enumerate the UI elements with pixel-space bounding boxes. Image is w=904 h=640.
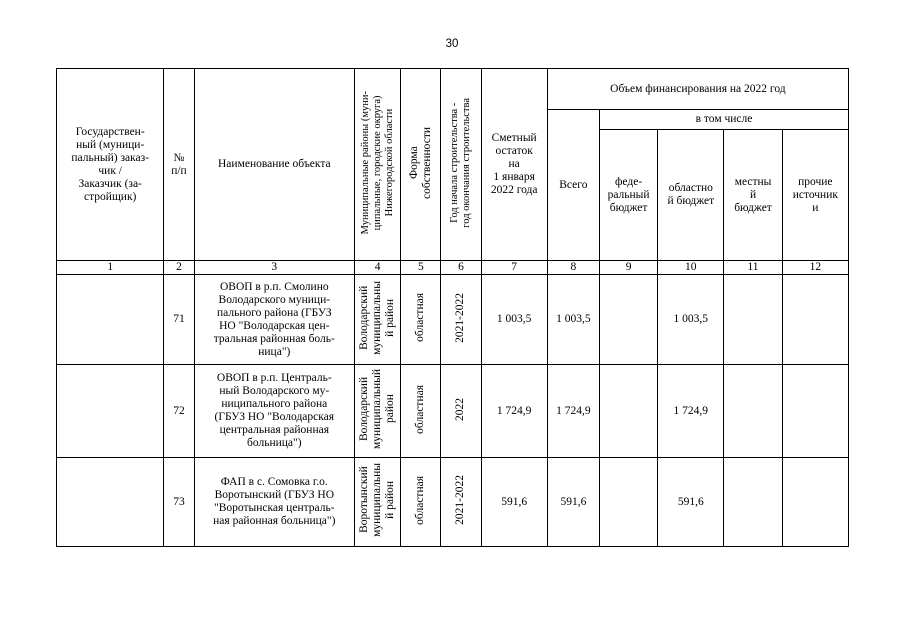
header-estimated-balance: Сметный остаток на 1 января 2022 года [481, 69, 547, 261]
row-district: Володарский муниципальны й район [355, 275, 401, 365]
row-estimated-balance: 591,6 [481, 458, 547, 547]
row-total: 591,6 [547, 458, 599, 547]
row-district: Володарский муниципальный район [355, 365, 401, 458]
table-row [57, 458, 849, 547]
header-regional: областно й бюджет [658, 130, 724, 261]
header-object-name: Наименование объекта [194, 69, 355, 261]
row-object-name: ФАП в с. Сомовка г.о. Воротынский (ГБУЗ НО "Воротынская централь- ная районная больница") [194, 458, 355, 547]
table-row [57, 275, 849, 365]
header-customer: Государствен- ный (муници- пальный) заказ- чик / Заказчик (за- стройщик) [57, 69, 164, 261]
row-regional: 1 003,5 [658, 275, 724, 365]
row-regional: 1 724,9 [658, 365, 724, 458]
header-total: Всего [547, 110, 599, 261]
column-number: 10 [658, 261, 724, 275]
row-object-name: ОВОП в р.п. Централь- ный Володарского му- ниципального района (ГБУЗ НО "Володарская центральная районная больница") [194, 365, 355, 458]
row-federal [599, 458, 657, 547]
table-row [57, 365, 849, 458]
column-number: 8 [547, 261, 599, 275]
header-federal: феде- ральный бюджет [599, 130, 657, 261]
row-customer [57, 275, 164, 365]
row-estimated-balance: 1 003,5 [481, 275, 547, 365]
row-total: 1 724,9 [547, 365, 599, 458]
row-years: 2021-2022 [441, 275, 481, 365]
row-ownership: областная [401, 458, 441, 547]
row-local [724, 458, 782, 547]
column-number: 12 [782, 261, 848, 275]
header-other: прочие источник и [782, 130, 848, 261]
row-object-name: ОВОП в р.п. Смолино Володарского муници- пального района (ГБУЗ НО "Володарская цен- тральная районная боль- ница") [194, 275, 355, 365]
column-number: 1 [57, 261, 164, 275]
header-local: местны й бюджет [724, 130, 782, 261]
header-ownership: Форма собственности [401, 69, 441, 261]
row-district: Воротынский муниципальны й район [355, 458, 401, 547]
row-federal [599, 365, 657, 458]
header-municipal-districts: Муниципальные районы (муни- ципальные, городские округа) Нижегородской области [355, 69, 401, 261]
row-number: 72 [164, 365, 194, 458]
row-total: 1 003,5 [547, 275, 599, 365]
column-number: 7 [481, 261, 547, 275]
column-number: 5 [401, 261, 441, 275]
row-number: 73 [164, 458, 194, 547]
column-number: 3 [194, 261, 355, 275]
page-number: 30 [445, 38, 459, 50]
row-federal [599, 275, 657, 365]
column-number: 4 [355, 261, 401, 275]
financing-table [56, 68, 849, 547]
row-years: 2021-2022 [441, 458, 481, 547]
column-number: 11 [724, 261, 782, 275]
row-ownership: областная [401, 275, 441, 365]
header-number: № п/п [164, 69, 194, 261]
row-regional: 591,6 [658, 458, 724, 547]
header-including: в том числе [599, 110, 848, 130]
row-other [782, 365, 848, 458]
header-financing: Объем финансирования на 2022 год [547, 69, 848, 110]
row-local [724, 275, 782, 365]
header-years: Год начала строительства - год окончания строительства [441, 69, 481, 261]
row-years: 2022 [441, 365, 481, 458]
column-numbers-row [57, 261, 849, 275]
row-number: 71 [164, 275, 194, 365]
row-local [724, 365, 782, 458]
row-ownership: областная [401, 365, 441, 458]
row-other [782, 275, 848, 365]
row-customer [57, 458, 164, 547]
column-number: 9 [599, 261, 657, 275]
row-other [782, 458, 848, 547]
column-number: 6 [441, 261, 481, 275]
row-customer [57, 365, 164, 458]
row-estimated-balance: 1 724,9 [481, 365, 547, 458]
column-number: 2 [164, 261, 194, 275]
